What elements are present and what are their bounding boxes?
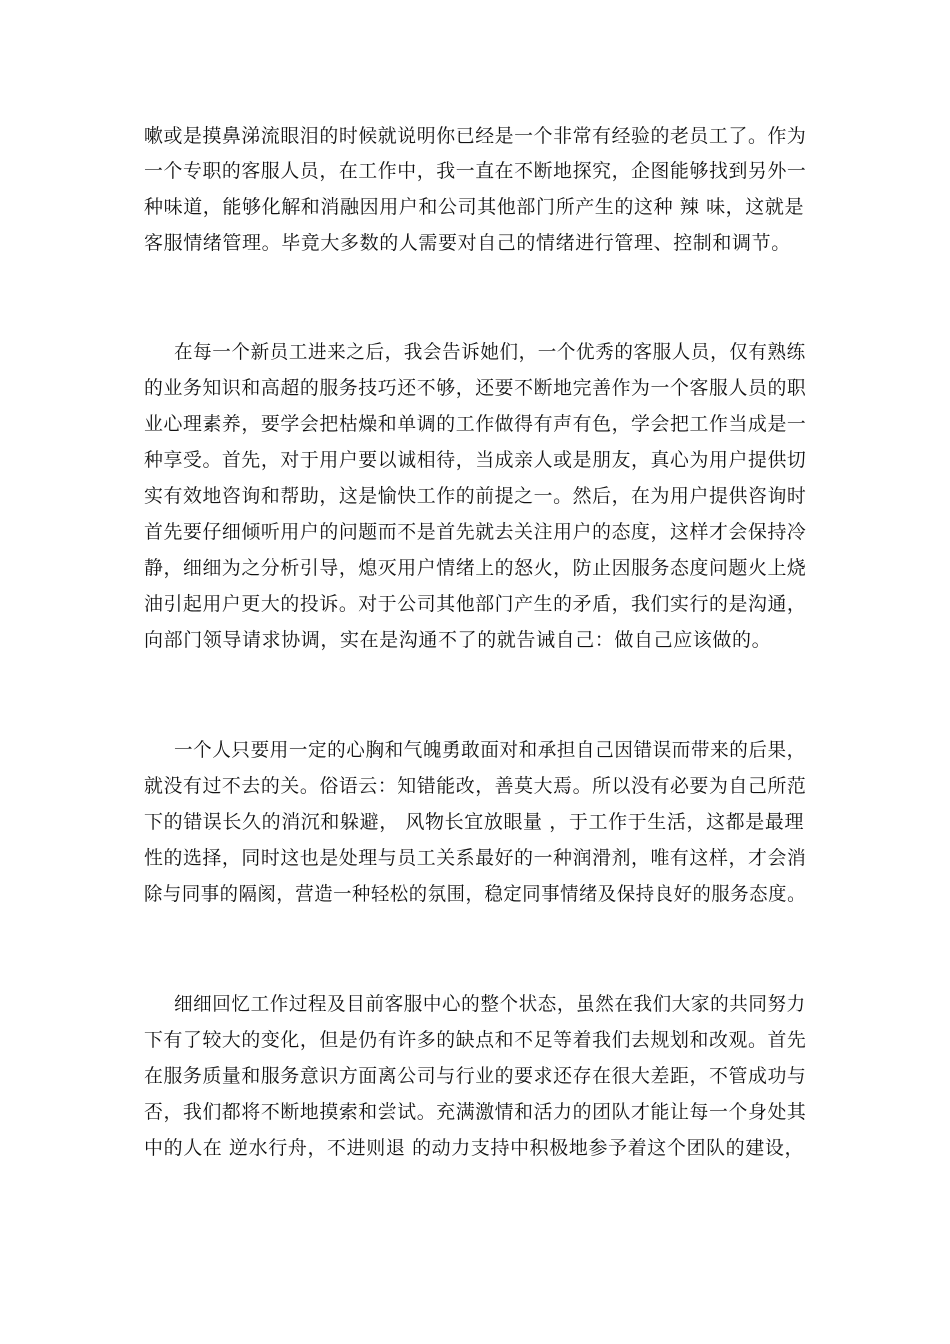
- paragraph-line: 下有了较大的变化，但是仍有许多的缺点和不足等着我们去规划和改观。首先: [144, 1029, 807, 1051]
- paragraph-line: 就没有过不去的关。俗语云：知错能改，善莫大焉。所以没有必要为自己所范: [144, 775, 807, 797]
- paragraph-line: 客服情绪管理。毕竟大多数的人需要对自己的情绪进行管理、控制和调节。: [144, 232, 791, 254]
- paragraph-line: 向部门领导请求协调，实在是沟通不了的就告诫自己：做自己应该做的。: [144, 629, 772, 651]
- paragraph-line: 一个人只要用一定的心胸和气魄勇敢面对和承担自己因错误而带来的后果，: [174, 739, 806, 761]
- paragraph-line: 的业务知识和高超的服务技巧还不够，还要不断地完善作为一个客服人员的职: [144, 377, 807, 399]
- paragraph-line: 静，细细为之分析引导，熄灭用户情绪上的怒火，防止因服务态度问题火上烧: [144, 557, 807, 579]
- paragraph-line: 业心理素养，要学会把枯燥和单调的工作做得有声有色，学会把工作当成是一: [144, 413, 807, 435]
- paragraph-line: 在每一个新员工进来之后，我会告诉她们，一个优秀的客服人员，仅有熟练: [174, 341, 806, 363]
- paragraph-line: 否，我们都将不断地摸索和尝试。充满激情和活力的团队才能让每一个身处其: [144, 1101, 807, 1123]
- paragraph-line: 嗽或是摸鼻涕流眼泪的时候就说明你已经是一个非常有经验的老员工了。作为: [144, 125, 807, 147]
- paragraph-line: 性的选择，同时这也是处理与员工关系最好的一种润滑剂，唯有这样，才会消: [144, 847, 807, 869]
- paragraph-line: 种味道，能够化解和消融因用户和公司其他部门所产生的这种 辣 味，这就是: [144, 196, 805, 218]
- paragraph-line: 实有效地咨询和帮助，这是愉快工作的前提之一。然后，在为用户提供咨询时: [144, 485, 807, 507]
- paragraph-line: 细细回忆工作过程及目前客服中心的整个状态，虽然在我们大家的共同努力: [174, 993, 806, 1015]
- paragraph-line: 下的错误长久的消沉和躲避， 风物长宜放眼量 ，于工作于生活，这都是最理: [144, 811, 805, 833]
- paragraph-line: 首先要仔细倾听用户的问题而不是首先就去关注用户的态度，这样才会保持冷: [144, 521, 807, 543]
- paragraph-line: 油引起用户更大的投诉。对于公司其他部门产生的矛盾，我们实行的是沟通，: [144, 593, 807, 615]
- paragraph-line: 中的人在 逆水行舟，不进则退 的动力支持中积极地参予着这个团队的建设，: [144, 1137, 805, 1159]
- paragraph-line: 一个专职的客服人员，在工作中，我一直在不断地探究，企图能够找到另外一: [144, 160, 807, 182]
- paragraph-line: 种享受。首先，对于用户要以诚相待，当成亲人或是朋友，真心为用户提供切: [144, 449, 807, 471]
- paragraph-line: 除与同事的隔阂，营造一种轻松的氛围，稳定同事情绪及保持良好的服务态度。: [144, 883, 807, 905]
- paragraph-line: 在服务质量和服务意识方面离公司与行业的要求还存在很大差距，不管成功与: [144, 1065, 807, 1087]
